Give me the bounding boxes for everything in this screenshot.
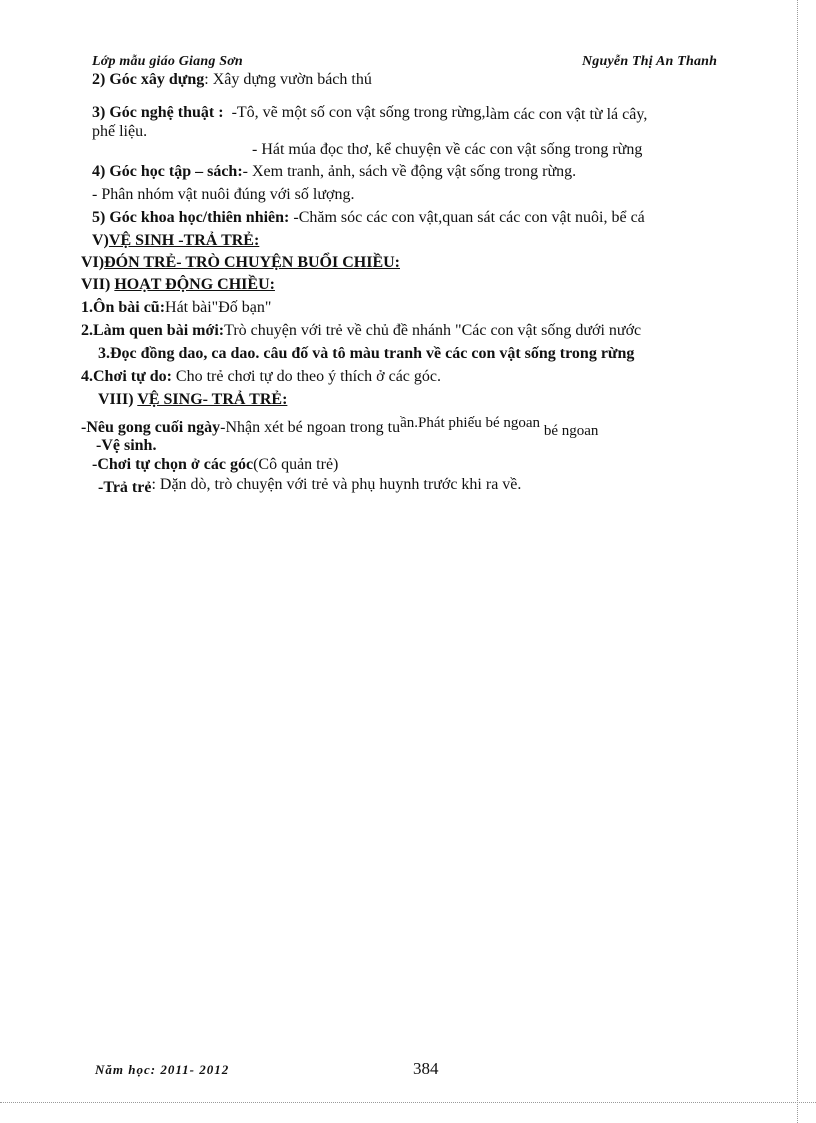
section-vi-title: ĐÓN TRẺ- TRÒ CHUYỆN BUỔI CHIỀU:	[104, 254, 400, 271]
section-vi-prefix: VI)	[81, 254, 105, 271]
chosen-play-label: -Chơi tự chọn ở các góc	[92, 456, 254, 473]
section-v-prefix: V)	[92, 232, 109, 249]
section-viii-prefix: VIII)	[98, 391, 138, 408]
line-return-children	[98, 476, 521, 494]
art-corner-text-1: -Tô, vẽ một số con vật sống trong rừng,l	[231, 104, 490, 121]
return-children-label: -Trả trẻ	[98, 479, 152, 496]
study-corner-text: - Xem tranh, ảnh, sách về động vật sống trong rừng.	[242, 163, 577, 180]
right-margin-border	[797, 0, 798, 1123]
line-science-corner	[92, 209, 645, 227]
free-play-label: 4.Chơi tự do:	[81, 368, 172, 385]
footer-school-year: Năm học: 2011- 2012	[95, 1062, 230, 1077]
end-of-day-label: -Nêu gong cuối ngày	[81, 419, 221, 436]
line-art-corner-cont: phế liệu.	[92, 123, 148, 140]
end-of-day-sub: bé ngoan	[543, 423, 599, 439]
line-end-of-day	[81, 415, 599, 439]
review-text: Hát bài"Đố bạn"	[165, 299, 272, 316]
section-v-title: VỆ SINH -TRẢ TRẺ:	[108, 232, 260, 249]
line-new-lesson	[81, 322, 641, 340]
science-corner-label: 5) Góc khoa học/thiên nhiên:	[92, 209, 290, 226]
science-corner-text: -Chăm sóc các con vật,quan sát các con vật nuôi, bể cá	[289, 209, 645, 226]
line-hygiene: -Vệ sinh.	[96, 437, 157, 454]
art-corner-label: 3) Góc nghệ thuật :	[92, 104, 224, 121]
building-corner-text: : Xây dựng vườn bách thú	[204, 71, 372, 88]
page-number: 384	[413, 1059, 439, 1078]
line-review	[81, 299, 271, 317]
section-viii-title: VỆ SING- TRẢ TRẺ:	[137, 391, 288, 408]
line-art-corner-sing: - Hát múa đọc thơ, kể chuyện về các con vật sống trong rừng	[252, 141, 643, 158]
section-vii-heading	[81, 276, 275, 294]
return-children-text: : Dặn dò, trò chuyện với trẻ và phụ huynh trước khi ra về.	[151, 476, 522, 493]
new-lesson-label: 2.Làm quen bài mới:	[81, 322, 225, 339]
line-art-corner	[92, 104, 647, 122]
line-building-corner	[92, 71, 372, 89]
study-corner-label: 4) Góc học tập – sách:	[92, 163, 243, 180]
header-class-name: Lớp mẫu giáo Giang Sơn	[92, 54, 243, 69]
free-play-text: Cho trẻ chơi tự do theo ý thích ở các góc.	[171, 368, 441, 385]
line-folk-verses: 3.Đọc đồng dao, ca dao. câu đố và tô màu tranh về các con vật sống trong rừng	[98, 345, 635, 362]
section-vii-title: HOẠT ĐỘNG CHIỀU:	[114, 276, 275, 293]
line-study-corner	[92, 163, 576, 181]
section-v-heading	[92, 232, 259, 250]
line-free-play	[81, 368, 441, 386]
chosen-play-text: (Cô quản trẻ)	[253, 456, 339, 473]
section-vii-prefix: VII)	[81, 276, 115, 293]
end-of-day-sup: ần	[400, 415, 415, 431]
header-teacher-name: Nguyễn Thị An Thanh	[582, 54, 718, 69]
end-of-day-text-1: -Nhận xét bé ngoan trong tu	[220, 419, 401, 436]
building-corner-label: 2) Góc xây dựng	[92, 71, 205, 88]
art-corner-text-2: àm các con vật từ lá cây,	[489, 106, 648, 123]
bottom-margin-border	[0, 1102, 816, 1103]
end-of-day-text-2: .Phát phiếu bé ngoan	[414, 415, 544, 431]
new-lesson-text: Trò chuyện với trẻ về chủ đề nhánh "Các con vật sống dưới nước	[224, 322, 642, 339]
section-viii-heading	[98, 391, 287, 409]
review-label: 1.Ôn bài cũ:	[81, 299, 166, 316]
section-vi-heading	[81, 254, 400, 272]
line-chosen-play	[92, 456, 338, 474]
line-grouping: - Phân nhóm vật nuôi đúng với số lượng.	[92, 186, 355, 203]
